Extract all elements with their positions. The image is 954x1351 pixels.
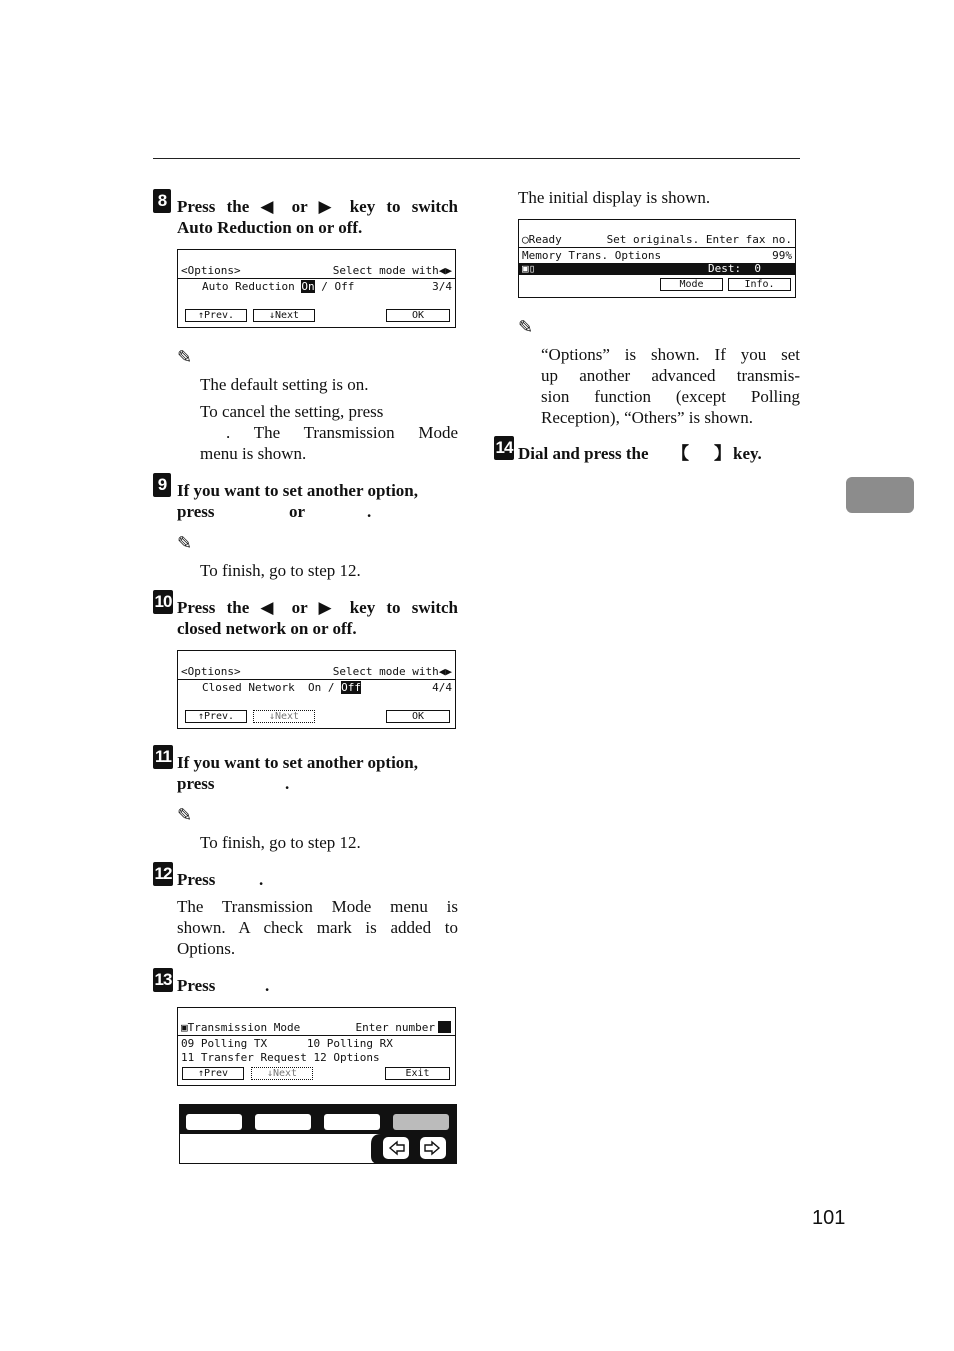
lcd8-page: 3/4: [432, 280, 452, 293]
step9-heading-line1: If you want to set another option,: [177, 481, 419, 500]
lcd-transmission-mode: [177, 1007, 456, 1086]
cursor-block: [438, 1021, 451, 1033]
step11-heading-line1: If you want to set another option,: [177, 753, 419, 772]
lcd8-ok-button[interactable]: OK: [386, 309, 450, 322]
right-note-line1: “Options” is shown. If you set: [541, 345, 800, 364]
lcd13-row2: 09 Polling TX 10 Polling RX: [181, 1037, 393, 1050]
step-number-14: 14: [494, 436, 514, 460]
panel-key-1: [186, 1114, 242, 1130]
header-rule: [153, 158, 800, 159]
note-icon: ✎: [177, 805, 193, 825]
lcd10-next-button: ↓Next: [253, 710, 315, 723]
lcd-init-cursor: ▣▯: [522, 262, 536, 275]
step8-note-line3: . The Transmission Mode: [226, 423, 458, 442]
step-number-13: 13: [153, 968, 173, 992]
step12-body-line3: Options.: [177, 939, 236, 958]
note-icon: ✎: [177, 347, 193, 367]
lcd8-next-button[interactable]: ↓Next: [253, 309, 315, 322]
step10-heading-line2: closed network on or off.: [177, 619, 357, 638]
panel-key-3: [324, 1114, 380, 1130]
panel-key-4: [393, 1114, 449, 1130]
step9-period: .: [367, 502, 372, 521]
step14-bracket-open: 【: [672, 444, 689, 463]
lcd10-label: Closed Network On /: [202, 681, 342, 694]
lcd10-row1-right: Select mode with◀▶: [332, 665, 452, 678]
step13-period: .: [265, 976, 270, 995]
lcd-initial-display: [518, 219, 796, 298]
lcd13-prev-button[interactable]: ↑Prev: [182, 1067, 244, 1080]
step-number-11: 11: [153, 745, 173, 769]
right-note-line2: up another advanced transmis-: [541, 366, 800, 385]
lcd-mode-button[interactable]: Mode: [660, 278, 723, 291]
step11-press: press: [177, 774, 215, 793]
step14-key: key.: [733, 444, 762, 463]
step12-press: Press: [177, 870, 216, 889]
lcd8-row1-left: <Options>: [181, 264, 241, 277]
lcd10-row1-left: <Options>: [181, 665, 241, 678]
step11-note: To finish, go to step 12.: [200, 833, 361, 852]
lcd-auto-reduction: [177, 249, 456, 328]
step14-bracket-close: 】: [714, 444, 731, 463]
left-arrow-key: [383, 1137, 409, 1159]
panel-key-2: [255, 1114, 311, 1130]
step12-body-line2: shown. A check mark is added to: [177, 918, 458, 937]
step8-note-line2: To cancel the setting, press: [200, 402, 384, 421]
lcd10-page: 4/4: [432, 681, 452, 694]
step12-period: .: [259, 870, 264, 889]
step11-period: .: [285, 774, 290, 793]
step9-press: press: [177, 502, 215, 521]
lcd-init-ready: ◯Ready: [522, 233, 562, 246]
right-arrow-key: [420, 1137, 446, 1159]
lcd8-prev-button[interactable]: ↑Prev.: [185, 309, 247, 322]
lcd-init-instructions: Set originals. Enter fax no.: [606, 233, 792, 246]
initial-display-text: The initial display is shown.: [518, 188, 711, 207]
step14-heading: Dial and press the: [518, 444, 649, 463]
lcd-closed-network: [177, 650, 456, 729]
right-note-line3: sion function (except Polling: [541, 387, 800, 406]
lcd10-prev-button[interactable]: ↑Prev.: [185, 710, 247, 723]
step-number-12: 12: [153, 862, 173, 886]
step-number-10: 10: [153, 590, 173, 614]
lcd13-next-button: ↓Next: [251, 1067, 313, 1080]
chapter-tab: [846, 477, 914, 513]
page-number: 101: [812, 1207, 846, 1229]
note-icon: ✎: [518, 317, 534, 337]
step8-note-line4: menu is shown.: [200, 444, 307, 463]
lcd13-row3: 11 Transfer Request 12 Options: [181, 1051, 380, 1064]
step9-note: To finish, go to step 12.: [200, 561, 361, 580]
lcd8-off: / Off: [314, 280, 355, 293]
step13-press: Press: [177, 976, 216, 995]
lcd8-on-selected: On: [301, 280, 315, 293]
step8-note-line1: The default setting is on.: [200, 375, 369, 394]
step-number-8: 8: [153, 189, 171, 213]
step10-heading-line1: Press the ◀ or ▶ key to switch: [177, 598, 458, 617]
step9-or: or: [289, 502, 306, 521]
note-icon: ✎: [177, 533, 193, 553]
lcd-init-memory: 99%: [772, 249, 792, 262]
step8-heading-line1: Press the ◀ or ▶ key to switch: [177, 197, 458, 216]
step12-body-line1: The Transmission Mode menu is: [177, 897, 458, 916]
lcd-init-dest: Dest: 0: [708, 262, 761, 275]
lcd13-row1-right: Enter number: [355, 1021, 435, 1034]
lcd-init-options: Memory Trans. Options: [522, 249, 662, 262]
step8-heading-line2: Auto Reduction on or off.: [177, 218, 363, 237]
lcd8-label: Auto Reduction: [202, 280, 295, 293]
lcd13-exit-button[interactable]: Exit: [385, 1067, 450, 1080]
lcd8-row1-right: Select mode with◀▶: [332, 264, 452, 277]
right-note-line4: Reception), “Others” is shown.: [541, 408, 753, 427]
lcd-info-button[interactable]: Info.: [728, 278, 791, 291]
step-number-9: 9: [153, 473, 171, 497]
lcd10-off-selected: Off: [341, 681, 361, 694]
panel-illustration: [179, 1104, 457, 1164]
lcd10-ok-button[interactable]: OK: [386, 710, 450, 723]
lcd13-row1-left: ▣Transmission Mode: [181, 1021, 301, 1034]
